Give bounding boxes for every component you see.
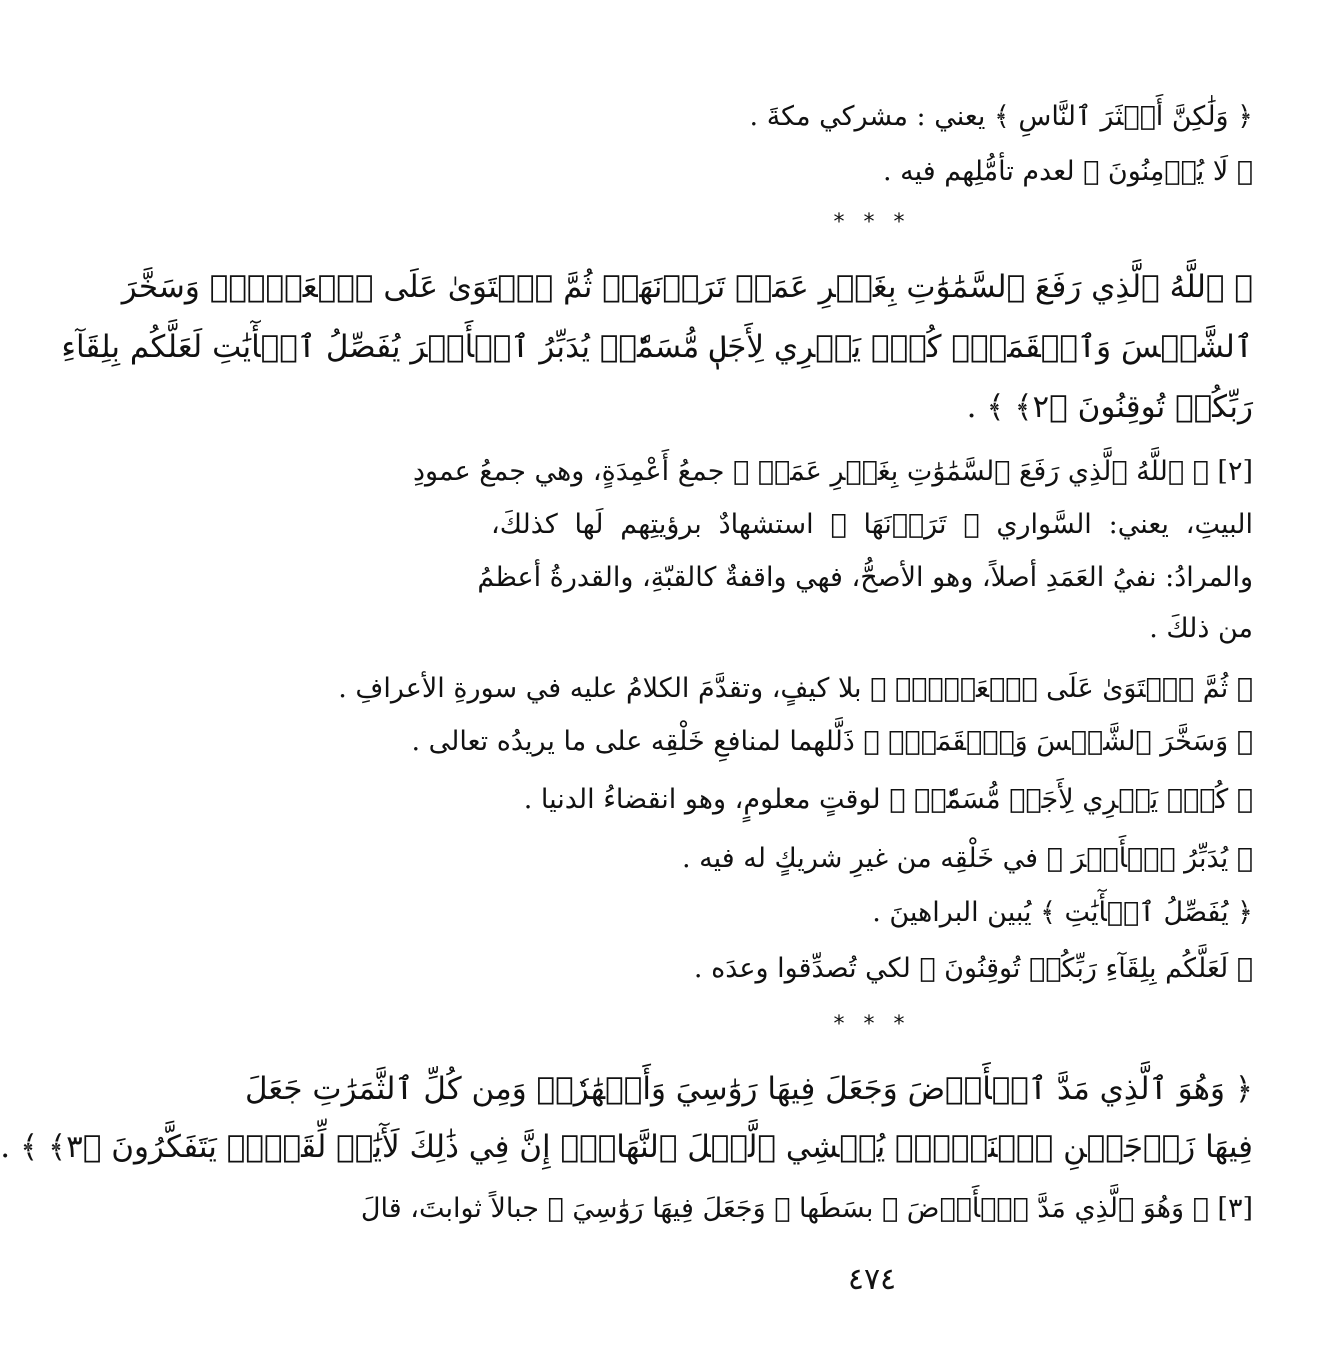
commentary-paragraph-line: والمرادُ: نفيُ العَمَدِ أصلاً، وهو الأصحُّ، فهي واقفةٌ كالقبّةِ، والقدرةُ أعظمُ	[477, 562, 1253, 593]
quran-verse-line: رَبِّكُمۡ تُوقِنُونَ ﴿٢﴾ ﴾ .	[966, 389, 1253, 425]
commentary-line: ﴿ كُلّٞ يَجۡرِي لِأَجَلٖ مُّسَمّٗىۚ ﴾ لوقتٍ معلومٍ، وهو انقضاءُ الدنيا .	[523, 784, 1253, 815]
commentary-line: ﴿ لَا يُؤۡمِنُونَ ﴾ لعدم تأمُّلِهم فيه .	[883, 156, 1253, 187]
commentary-line: ﴿ ثُمَّ ٱسۡتَوَىٰ عَلَى ٱلۡعَرۡشِۖ ﴾ بلا كيفٍ، وتقدَّمَ الكلامُ عليه في سورةِ الأعرافِ .	[338, 673, 1253, 704]
commentary-line: ﴿ وَسَخَّرَ ٱلشَّمۡسَ وَٱلۡقَمَرَۖ ﴾ ذَلَّلهما لمنافعِ خَلْقِه على ما يريدُه تعالى .	[411, 726, 1253, 757]
commentary-paragraph-line: [٣] ﴿ وَهُوَ ٱلَّذِي مَدَّ ٱلۡأَرۡضَ ﴾ بسَطَها ﴿ وَجَعَلَ فِيهَا رَوَٰسِيَ ﴾ جبالاً ثوابتَ، قالَ	[360, 1193, 1253, 1224]
commentary-line: ﴿ لَعَلَّكُم بِلِقَآءِ رَبِّكُمۡ تُوقِنُونَ ﴾ لكي تُصدِّقوا وعدَه .	[693, 953, 1253, 984]
section-separator: * * *	[833, 210, 911, 235]
quran-verse-line: فِيهَا زَوۡجَيۡنِ ٱثۡنَيۡنِۖ يُغۡشِي ٱلَّيۡلَ ٱلنَّهَارَۚ إِنَّ فِي ذَٰلِكَ لَأٓيَٰتٖ لِّقَوۡمٖ يَتَفَكَّرُونَ ﴿٣﴾ ﴾ .	[0, 1129, 1253, 1165]
commentary-paragraph-line: من ذلكَ .	[1149, 613, 1253, 644]
commentary-line: ﴿ يُفَصِّلُ ٱلۡأٓيَٰتِ ﴾ يُبين البراهينَ .	[872, 897, 1253, 928]
commentary-paragraph-line: البيتِ، يعني: السَّواري ﴿ تَرَوۡنَهَا ﴾ استشهادٌ برؤيتِهم لَها كذلكَ،	[491, 509, 1253, 540]
section-separator: * * *	[833, 1012, 911, 1037]
commentary-paragraph-line: [٢] ﴿ ٱللَّهُ ٱلَّذِي رَفَعَ ٱلسَّمَٰوَٰتِ بِغَيۡرِ عَمَدٖ ﴾ جمعُ أَعْمِدَةٍ، وهي جمعُ عمودِ	[413, 456, 1253, 487]
commentary-line: ﴿ يُدَبِّرُ ٱلۡأَمۡرَ ﴾ في خَلْقِه من غيرِ شريكٍ له فيه .	[681, 843, 1253, 874]
quran-verse-line: ٱلشَّمۡسَ وَٱلۡقَمَرَۖ كُلّٞ يَجۡرِي لِأَجَلٖ مُّسَمّٗىۚ يُدَبِّرُ ٱلۡأَمۡرَ يُفَصِّلُ ٱلۡأٓيَٰتِ لَعَلَّكُم بِلِقَآءِ	[61, 329, 1253, 365]
quran-verse-line: ﴿ ٱللَّهُ ٱلَّذِي رَفَعَ ٱلسَّمَٰوَٰتِ بِغَيۡرِ عَمَدٖ تَرَوۡنَهَاۖ ثُمَّ ٱسۡتَوَىٰ عَلَى ٱلۡعَرۡشِۖ وَسَخَّرَ	[121, 269, 1253, 305]
commentary-line: ﴿ وَلَٰكِنَّ أَكۡثَرَ ٱلنَّاسِ ﴾ يعني : مشركي مكةَ .	[749, 101, 1253, 132]
quran-verse-line: ﴿ وَهُوَ ٱلَّذِي مَدَّ ٱلۡأَرۡضَ وَجَعَلَ فِيهَا رَوَٰسِيَ وَأَنۡهَٰرٗاۖ وَمِن كُلِّ ٱلثَّمَرَٰتِ جَعَلَ	[244, 1071, 1253, 1107]
page-number: ٤٧٤	[847, 1262, 897, 1297]
